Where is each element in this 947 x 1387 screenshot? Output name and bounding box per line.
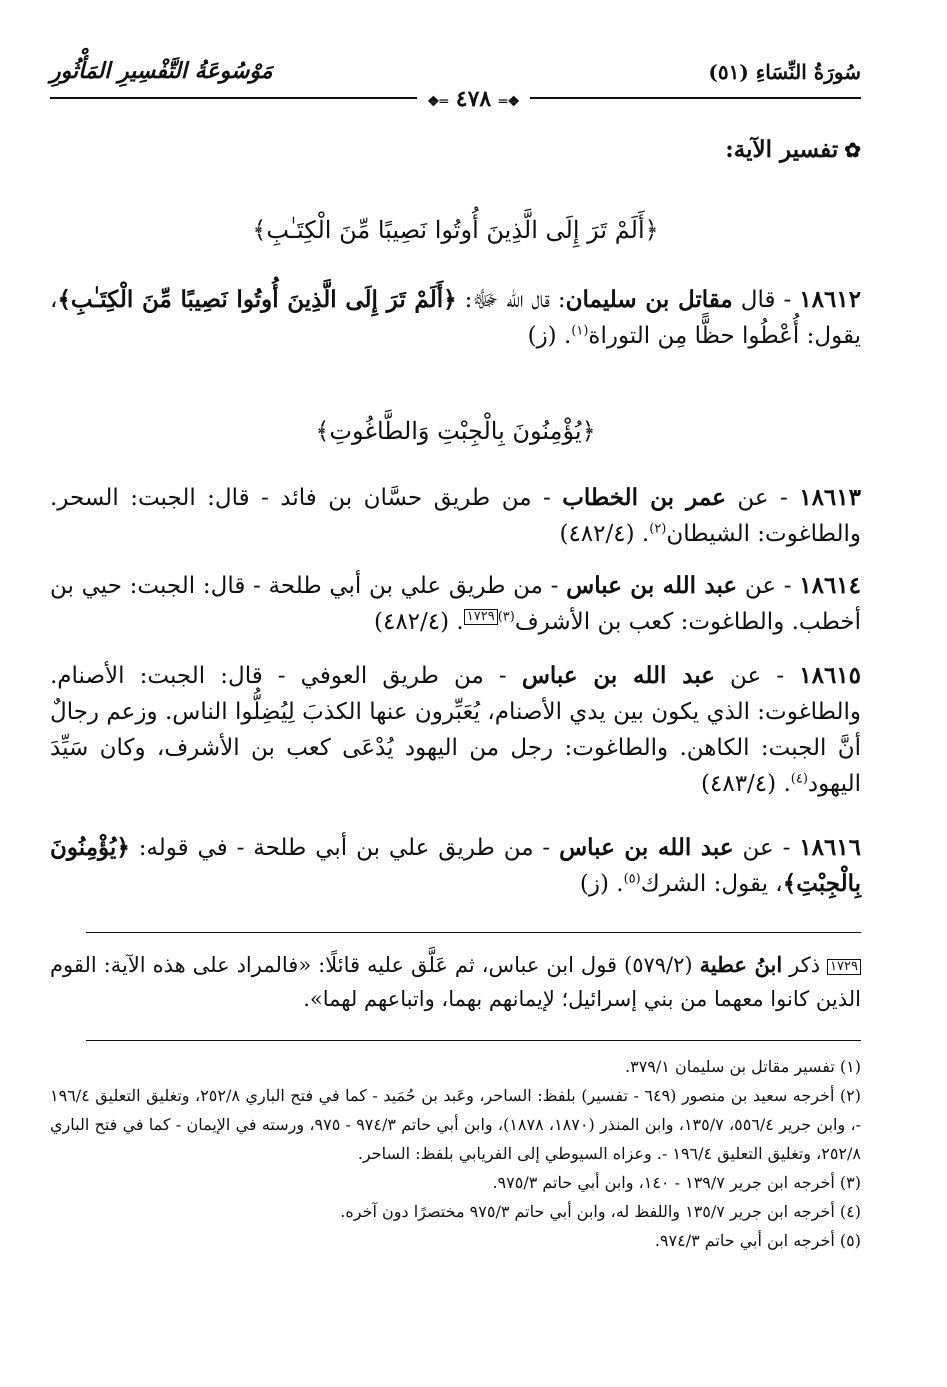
narrator-name: عبد الله بن عباس [566, 572, 738, 599]
footnote-3: (٣) أخرجه ابن جرير ١٣٩/٧ - ١٤٠، وابن أبي حاتم ٩٧٥/٣. [492, 1173, 861, 1192]
verse-heading-1: ﴿أَلَمْ تَرَ إِلَى الَّذِينَ أُوتُوا نَصِيبًا مِّنَ الْكِتَـٰبِ﴾ [252, 216, 659, 244]
footnote-ref[interactable]: (١) [571, 323, 589, 339]
commentary-author: ابنُ عطية [699, 952, 783, 977]
footnote-ref[interactable]: (٥) [623, 871, 641, 887]
narration-source: . (٤٨٢/٤) [559, 521, 650, 547]
narration-text: ، يقول: أُعْطُوا حظًّا مِن التوراة [50, 287, 861, 349]
narration-source: . (٤٨٣/٤) [701, 771, 791, 797]
footnote-1: (١) تفسير مقاتل بن سليمان ٣٧٩/١. [625, 1057, 861, 1076]
footnote-5: (٥) أخرجه ابن أبي حاتم ٩٧٤/٣. [654, 1231, 861, 1250]
narration-source: . (ز) [527, 323, 572, 349]
section-heading [725, 136, 861, 163]
narration-text: - من طريق علي بن أبي طلحة - في قوله: [138, 835, 551, 861]
page-number-box [417, 86, 530, 112]
narration-text-2: ، يقول: الشرك [640, 871, 783, 897]
commentary-ref-box[interactable]: ١٧٢٩ [464, 609, 498, 625]
left-ornament-icon: ❖═ [498, 94, 520, 110]
narration-18614: ١٨٦١٤ - عن عبد الله بن عباس - من طريق علي بن أبي طلحة - قال: الجبت: حيي بن أخطب. والطاغوت: كعب بن الأشرف$^{(٣)}$١٧٢٩. (٤٨٢/٤) [50, 572, 862, 635]
narration-number: ١٨٦١٥ [799, 662, 862, 689]
commentary-note [50, 948, 861, 1016]
footnote-ref[interactable]: (٣) [497, 609, 515, 625]
footnotes [50, 1052, 861, 1255]
narration-18612: ١٨٦١٢ - قال مقاتل بن سليمان: قال الله ﷻ: ﴿أَلَمْ تَرَ إِلَى الَّذِينَ أُوتُوا نَصِيبًا مِّنَ الْكِتَـٰبِ﴾، يقول: أُعْطُوا حظًّا مِن التوراة$^{(١)}$. (ز) [50, 286, 862, 349]
section-heading-text: تفسير الآية: [725, 136, 839, 163]
flower-ornament-icon: ✿ [844, 138, 861, 162]
narrator-name: مقاتل بن سليمان [565, 286, 733, 313]
narrator-name: عمر بن الخطاب [562, 484, 726, 511]
page-number-block [0, 86, 947, 112]
narration-18616: ١٨٦١٦ - عن عبد الله بن عباس - من طريق علي بن أبي طلحة - في قوله: ﴿يُؤْمِنُونَ بِالْجِبْتِ﴾، يقول: الشرك$^{(٥)}$. (ز) [50, 834, 862, 897]
narration-text: - من طريق حسَّان بن فائد - قال: الجبت: السحر. والطاغوت: الشيطان [50, 485, 861, 547]
narration-text: - من طريق العوفي - قال: الجبت: الأصنام. والطاغوت: الذي يكون بين يدي الأصنام، يُعَبِّرون عنها الكذبَ لِيُضِلُّوا الناس. وزعم رجالٌ أنَّ الجبت: الكاهن. والطاغوت: رجل من اليهود يُدْعَى كعب بن الأشرف، وكان سَيِّدَ اليهود [50, 663, 861, 797]
header-surah: سُورَةُ النِّسَاءِ (٥١) [708, 60, 861, 84]
footnote-4: (٤) أخرجه ابن جرير ١٣٥/٧ واللفظ له، وابن أبي حاتم ٩٧٥/٣ مختصرًا دون آخره. [340, 1202, 861, 1221]
page-number: ٤٧٨ [455, 86, 492, 112]
footnote-2: (٢) أخرجه سعيد بن منصور (٦٤٩ - تفسير) بلفظ: الساحر، وعَبد بن حُمَيد - كما في فتح الباري ٢٥٢/٨، وتغليق التعليق ١٩٦/٤ -، وابن جرير ٥٥٦/٤، ١٣٥/٧، وابن المنذر (١٨٧٠، ١٨٧٨)، وابن أبي حاتم ٩٧٤/٣ - ٩٧٥، ورسته في الإيمان - كما في فتح الباري ٢٥٢/٨، وتغليق التعليق ١٩٦/٤ -. وعزاه السيوطي إلى الفريابي بلفظ: الساحر. [50, 1086, 862, 1163]
narrator-name: عبد الله بن عباس [559, 834, 734, 861]
header-book-title: مَوْسُوعَةُ التَّفْسِيرِ المَأْثُورِ [50, 58, 273, 84]
commentary-lead: ذكر [789, 953, 821, 977]
quoted-verse: ﴿يُؤْمِنُونَ بِالْجِبْتِ﴾ [50, 834, 861, 897]
verse-heading-2: ﴿يُؤْمِنُونَ بِالْجِبْتِ وَالطَّاغُوتِ﴾ [315, 417, 596, 445]
footnote-ref[interactable]: (٢) [649, 521, 667, 537]
narration-number: ١٨٦١٦ [799, 834, 862, 861]
narration-source: . (٤٨٢/٤) [373, 609, 464, 635]
narration-18613: ١٨٦١٣ - عن عمر بن الخطاب - من طريق حسَّان بن فائد - قال: الجبت: السحر. والطاغوت: الشيطان$^{(٢)}$. (٤٨٢/٤) [50, 484, 861, 547]
narration-source: . (ز) [579, 871, 624, 897]
narration-number: ١٨٦١٢ [799, 286, 862, 313]
commentary-number-box: ١٧٢٩ [827, 959, 861, 975]
narration-mid: قال الله ﷻ: [464, 287, 550, 313]
footnote-ref[interactable]: (٤) [790, 771, 808, 787]
narration-number: ١٨٦١٣ [799, 484, 861, 511]
narration-text: - من طريق علي بن أبي طلحة - قال: الجبت: حيي بن أخطب. والطاغوت: كعب بن الأشرف [50, 573, 861, 635]
commentary-separator [86, 932, 861, 933]
narration-number: ١٨٦١٤ [799, 572, 862, 599]
quoted-verse: ﴿أَلَمْ تَرَ إِلَى الَّذِينَ أُوتُوا نَصِيبًا مِّنَ الْكِتَـٰبِ﴾ [57, 286, 457, 313]
right-ornament-icon: ═❖ [427, 94, 449, 110]
narration-18615: ١٨٦١٥ - عن عبد الله بن عباس - من طريق العوفي - قال: الجبت: الأصنام. والطاغوت: الذي يكون بين يدي الأصنام، يُعَبِّرون عنها الكذبَ لِيُضِلُّوا الناس. وزعم رجالٌ أنَّ الجبت: الكاهن. والطاغوت: رجل من اليهود يُدْعَى كعب بن الأشرف، وكان سَيِّدَ اليهود$^{(٤)}$. (٤٨٣/٤) [50, 662, 862, 797]
commentary-text: (٥٧٩/٢) قول ابن عباس، ثم عَلَّق عليه قائلًا: «فالمراد على هذه الآية: القوم الذين كانوا معهما من بني إسرائيل؛ لإيمانهم بهما، واتباعهم لهما». [50, 953, 861, 1011]
narrator-name: عبد الله بن عباس [521, 662, 715, 689]
footnotes-separator [86, 1040, 861, 1041]
